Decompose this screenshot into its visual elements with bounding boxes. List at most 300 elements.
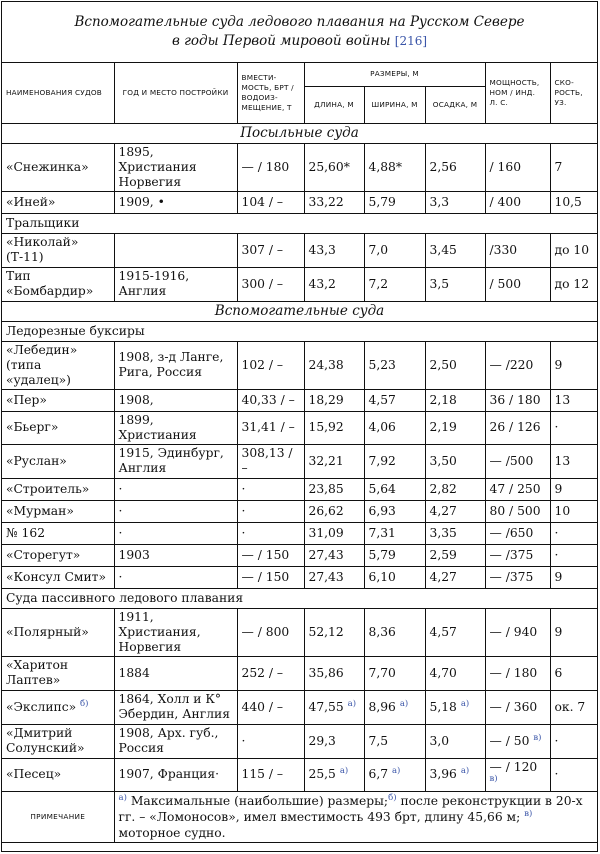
cell-capacity <box>237 267 304 301</box>
cell-draft <box>425 411 485 444</box>
cell-width <box>364 500 425 522</box>
cell-length <box>304 566 364 588</box>
cell-name <box>2 233 114 267</box>
cell-capacity <box>237 608 304 656</box>
cell-draft-text: 2,18 <box>429 392 457 407</box>
cell-power <box>485 758 550 791</box>
cell-capacity <box>237 478 304 500</box>
cell-power-text: 26 / 126 <box>489 420 541 434</box>
cell-capacity-text: 440 / – <box>241 699 284 714</box>
cell-built <box>114 389 237 411</box>
header-speed: СКО- РОСТЬ, УЗ. <box>550 63 597 123</box>
cell-capacity-text: 115 / – <box>241 767 284 781</box>
header-width: ШИРИНА, М <box>364 86 425 123</box>
cell-length-text: 18,29 <box>308 392 344 407</box>
cell-name-text: «Харитон Лаптев» <box>6 658 69 687</box>
cell-length-text: 43,3 <box>308 242 336 257</box>
cell-power <box>485 522 550 544</box>
cell-name <box>2 544 114 566</box>
cell-name <box>2 656 114 690</box>
group-row <box>2 123 597 143</box>
table-row <box>2 522 597 544</box>
cell-draft <box>425 341 485 389</box>
cell-length <box>304 143 364 191</box>
cell-name <box>2 690 114 724</box>
table-row <box>2 191 597 213</box>
cell-name <box>2 500 114 522</box>
table-row <box>2 143 597 191</box>
cell-length <box>304 522 364 544</box>
cell-speed-text: · <box>554 420 559 434</box>
cell-length-text: 27,43 <box>308 547 344 562</box>
cell-speed <box>550 267 597 301</box>
table-row <box>2 566 597 588</box>
cell-built-text: · <box>118 569 123 584</box>
cell-width <box>364 341 425 389</box>
group-row <box>2 213 597 233</box>
cell-capacity <box>237 724 304 758</box>
cell-speed-text: до 10 <box>554 242 590 257</box>
table-row <box>2 656 597 690</box>
title-line-2-text: в годы Первой мировой войны <box>171 33 391 49</box>
cell-power-text: 36 / 180 <box>489 392 541 407</box>
cell-width <box>364 444 425 478</box>
cell-power-text: — / 940 <box>489 624 538 639</box>
note-text-c: моторное судно. <box>118 825 226 840</box>
cell-width-text: 6,7 <box>368 767 389 781</box>
cell-name-text: «Песец» <box>6 767 62 781</box>
cell-draft-text: 2,59 <box>429 547 457 562</box>
cell-speed-text: · <box>554 525 559 540</box>
cell-length-text: 52,12 <box>308 624 344 639</box>
note-sup-c: в) <box>524 808 533 819</box>
table-row <box>2 690 597 724</box>
cell-draft-text: 2,50 <box>429 357 457 372</box>
cell-length <box>304 690 364 724</box>
cell-speed-text: 9 <box>554 624 563 639</box>
cell-width <box>364 267 425 301</box>
cell-length-text: 23,85 <box>308 481 344 496</box>
table-row <box>2 608 597 656</box>
header-power: МОЩНОСТЬ, НОМ / ИНД. Л. С. <box>485 63 550 123</box>
note-label: ПРИМЕЧАНИЕ <box>2 791 114 842</box>
cell-width-text: 5,64 <box>368 481 396 496</box>
group-label: Вспомогательные суда <box>2 301 597 321</box>
cell-power-text: — / 360 <box>489 699 538 714</box>
cell-built <box>114 191 237 213</box>
cell-width <box>364 522 425 544</box>
cell-capacity-text: — / 150 <box>241 569 290 584</box>
cell-length-text: 35,86 <box>308 665 344 680</box>
cell-length <box>304 233 364 267</box>
cell-speed <box>550 566 597 588</box>
cell-speed-text: · <box>554 547 559 562</box>
reference-link[interactable]: [216] <box>394 34 428 48</box>
cell-width-text: 7,0 <box>368 242 389 257</box>
table-row <box>2 233 597 267</box>
title-line-1: Вспомогательные суда ледового плавания на Русском Севере <box>74 14 525 30</box>
cell-width <box>364 143 425 191</box>
cell-built <box>114 544 237 566</box>
cell-capacity-text: 104 / – <box>241 194 284 209</box>
cell-power <box>485 566 550 588</box>
cell-length-text: 32,21 <box>308 453 344 468</box>
cell-capacity-text: 102 / – <box>241 357 284 372</box>
cell-built <box>114 341 237 389</box>
cell-capacity <box>237 444 304 478</box>
cell-speed <box>550 478 597 500</box>
cell-speed-text: 13 <box>554 392 571 407</box>
cell-draft <box>425 544 485 566</box>
cell-name <box>2 522 114 544</box>
cell-speed <box>550 389 597 411</box>
cell-power <box>485 341 550 389</box>
cell-name-text: № 162 <box>6 525 46 540</box>
cell-speed-text: 9 <box>554 357 563 372</box>
cell-power <box>485 478 550 500</box>
footnote-mark: б) <box>80 698 89 709</box>
cell-capacity-text: 252 / – <box>241 665 284 680</box>
cell-name-text: «Экслипс» <box>6 699 77 714</box>
cell-width <box>364 566 425 588</box>
cell-draft-text: 3,3 <box>429 194 450 209</box>
cell-power-text: — /375 <box>489 547 534 562</box>
cell-draft-text: 5,18 <box>429 699 457 714</box>
table-row <box>2 544 597 566</box>
cell-speed <box>550 191 597 213</box>
cell-width-text: 7,70 <box>368 665 396 680</box>
footnote-mark: а) <box>339 765 349 776</box>
cell-draft-text: 3,5 <box>429 276 450 291</box>
cell-width <box>364 656 425 690</box>
cell-built <box>114 758 237 791</box>
cell-width-text: 5,79 <box>368 194 396 209</box>
cell-built-text: · <box>118 503 123 518</box>
cell-draft-text: 3,45 <box>429 242 457 257</box>
cell-length <box>304 411 364 444</box>
cell-speed <box>550 233 597 267</box>
cell-capacity <box>237 522 304 544</box>
cell-speed <box>550 522 597 544</box>
cell-capacity <box>237 656 304 690</box>
cell-speed <box>550 143 597 191</box>
footnote-mark: а) <box>399 698 409 709</box>
table-row <box>2 758 597 791</box>
cell-name-text: «Пер» <box>6 392 47 407</box>
cell-width-text: 8,36 <box>368 624 396 639</box>
cell-width <box>364 608 425 656</box>
cell-built-text: 1903 <box>118 547 150 562</box>
cell-width-text: 6,10 <box>368 569 396 584</box>
cell-width-text: 4,57 <box>368 392 396 407</box>
cell-speed <box>550 411 597 444</box>
cell-draft <box>425 143 485 191</box>
cell-capacity-text: · <box>241 733 246 748</box>
cell-width <box>364 233 425 267</box>
group-label: Суда пассивного ледового плавания <box>2 588 597 608</box>
cell-width <box>364 389 425 411</box>
cell-capacity <box>237 566 304 588</box>
cell-power-text: — /220 <box>489 357 534 372</box>
cell-power <box>485 411 550 444</box>
cell-power <box>485 608 550 656</box>
table-title <box>2 2 597 63</box>
cell-speed-text: 9 <box>554 481 563 496</box>
ships-table <box>2 63 597 843</box>
cell-power-text: — /650 <box>489 525 534 540</box>
cell-width-text: 5,79 <box>368 547 396 562</box>
note-text-a: Максимальные (наибольшие) размеры; <box>130 793 389 808</box>
cell-length-text: 33,22 <box>308 194 344 209</box>
title-line-2 <box>172 32 427 51</box>
cell-speed-text: · <box>554 767 559 781</box>
footnote-mark: в) <box>489 773 498 784</box>
group-row <box>2 588 597 608</box>
cell-capacity <box>237 544 304 566</box>
cell-built-text: 1915, Эдинбург, Англия <box>118 446 224 475</box>
footnote-mark: а) <box>460 765 470 776</box>
cell-speed-text: 7 <box>554 159 563 174</box>
cell-capacity <box>237 758 304 791</box>
cell-draft-text: 2,19 <box>429 420 457 434</box>
cell-length <box>304 267 364 301</box>
cell-built <box>114 608 237 656</box>
cell-built-text: 1899, Христиания <box>118 412 197 442</box>
cell-built <box>114 478 237 500</box>
cell-draft-text: 2,56 <box>429 159 457 174</box>
footnote-mark: а) <box>347 698 357 709</box>
cell-capacity-text: 31,41 / – <box>241 420 295 434</box>
cell-power-text: /330 <box>489 242 518 257</box>
header-dimensions: РАЗМЕРЫ, М <box>304 63 485 86</box>
group-row <box>2 321 597 341</box>
cell-power-text: / 500 <box>489 276 522 291</box>
cell-name <box>2 389 114 411</box>
cell-draft <box>425 478 485 500</box>
cell-speed-text: 6 <box>554 665 563 680</box>
cell-name <box>2 724 114 758</box>
cell-length <box>304 444 364 478</box>
table-row <box>2 478 597 500</box>
cell-power <box>485 233 550 267</box>
cell-power-text: — /375 <box>489 569 534 584</box>
cell-built <box>114 411 237 444</box>
cell-power <box>485 544 550 566</box>
cell-power-text: / 400 <box>489 194 522 209</box>
cell-power-text: — / 180 <box>489 665 538 680</box>
cell-draft <box>425 233 485 267</box>
cell-built-text: 1895, Христиания Норвегия <box>118 144 197 189</box>
cell-name <box>2 608 114 656</box>
cell-draft-text: 2,82 <box>429 481 457 496</box>
cell-name-text: «Полярный» <box>6 624 89 639</box>
cell-length-text: 25,60* <box>308 159 350 174</box>
cell-built-text: 1915-1916, Англия <box>118 269 190 298</box>
cell-length <box>304 191 364 213</box>
cell-length <box>304 656 364 690</box>
cell-width-text: 4,06 <box>368 420 396 434</box>
cell-name-text: «Снежинка» <box>6 159 89 174</box>
cell-built-text: 1908, з-д Ланге, Рига, Россия <box>118 350 224 379</box>
cell-name-text: «Строитель» <box>6 481 90 496</box>
cell-draft <box>425 522 485 544</box>
cell-built-text: 1908, <box>118 392 154 407</box>
cell-width-text: 6,93 <box>368 503 396 518</box>
cell-width-text: 7,31 <box>368 525 396 540</box>
cell-name-text: Тип «Бомбардир» <box>6 269 94 298</box>
cell-width <box>364 411 425 444</box>
cell-built <box>114 566 237 588</box>
cell-speed-text: 9 <box>554 569 563 584</box>
cell-draft <box>425 389 485 411</box>
cell-draft <box>425 690 485 724</box>
cell-draft <box>425 500 485 522</box>
cell-built-text: · <box>118 525 123 540</box>
note-sup-b: б) <box>388 792 397 803</box>
cell-built-text: 1908, Арх. губ., Россия <box>118 726 219 755</box>
table-row <box>2 389 597 411</box>
cell-name <box>2 444 114 478</box>
table-body <box>2 123 597 791</box>
header-capacity: ВМЕСТИ- МОСТЬ, БРТ / ВОДОИЗ- МЕЩЕНИЕ, Т <box>237 63 304 123</box>
table-row <box>2 444 597 478</box>
cell-power <box>485 656 550 690</box>
cell-name-text: «Дмитрий Солунский» <box>6 726 85 755</box>
cell-name <box>2 143 114 191</box>
cell-width <box>364 690 425 724</box>
cell-width-text: 8,96 <box>368 699 396 714</box>
cell-capacity <box>237 411 304 444</box>
cell-length-text: 26,62 <box>308 503 344 518</box>
cell-length-text: 25,5 <box>308 767 336 781</box>
cell-built <box>114 233 237 267</box>
cell-built-text: 1909, • <box>118 194 165 209</box>
cell-length <box>304 608 364 656</box>
cell-width-text: 4,88* <box>368 159 403 174</box>
cell-built <box>114 267 237 301</box>
cell-width-text: 7,2 <box>368 276 389 291</box>
cell-capacity-text: · <box>241 481 246 496</box>
cell-speed-text: · <box>554 733 559 748</box>
cell-power <box>485 389 550 411</box>
cell-built-text: 1907, Франция· <box>118 767 219 781</box>
note-text-b: после реконструкции в 20-х гг. – «Ломоносов», имел вместимость 493 брт, длину 45,66 м; <box>118 793 583 824</box>
group-label: Тральщики <box>2 213 597 233</box>
cell-name-text: «Лебедин» (типа «удалец») <box>6 342 78 387</box>
cell-speed <box>550 544 597 566</box>
cell-speed <box>550 341 597 389</box>
group-label: Ледорезные буксиры <box>2 321 597 341</box>
cell-power <box>485 267 550 301</box>
cell-length-text: 27,43 <box>308 569 344 584</box>
cell-name-text: «Николай» (Т-11) <box>6 235 79 264</box>
cell-draft <box>425 656 485 690</box>
cell-length-text: 43,2 <box>308 276 336 291</box>
cell-power <box>485 444 550 478</box>
cell-name <box>2 191 114 213</box>
cell-name-text: «Иней» <box>6 194 56 209</box>
cell-speed <box>550 758 597 791</box>
cell-speed-text: до 12 <box>554 276 590 291</box>
cell-capacity <box>237 191 304 213</box>
cell-draft-text: 3,50 <box>429 453 457 468</box>
cell-capacity-text: 300 / – <box>241 276 284 291</box>
table-row <box>2 341 597 389</box>
cell-speed <box>550 690 597 724</box>
cell-draft-text: 3,96 <box>429 767 457 781</box>
cell-name <box>2 341 114 389</box>
cell-speed-text: 10,5 <box>554 194 582 209</box>
cell-speed <box>550 724 597 758</box>
cell-draft-text: 4,27 <box>429 569 457 584</box>
cell-power-text: — / 50 <box>489 733 530 748</box>
cell-length <box>304 500 364 522</box>
cell-width <box>364 478 425 500</box>
cell-speed <box>550 500 597 522</box>
cell-draft-text: 4,27 <box>429 503 457 518</box>
cell-width <box>364 544 425 566</box>
cell-capacity-text: 308,13 / – <box>241 446 293 475</box>
cell-length <box>304 478 364 500</box>
cell-capacity <box>237 233 304 267</box>
cell-draft <box>425 758 485 791</box>
cell-name-text: «Мурман» <box>6 503 74 518</box>
cell-length <box>304 389 364 411</box>
cell-length <box>304 341 364 389</box>
cell-capacity-text: — / 150 <box>241 547 290 562</box>
note-text <box>114 791 597 842</box>
cell-name <box>2 758 114 791</box>
cell-built <box>114 143 237 191</box>
cell-power <box>485 500 550 522</box>
note-sup-a: а) <box>118 792 127 803</box>
cell-length-text: 24,38 <box>308 357 344 372</box>
footnote-mark: в) <box>533 732 542 743</box>
cell-draft-text: 4,70 <box>429 665 457 680</box>
header-built: ГОД И МЕСТО ПОСТРОЙКИ <box>114 63 237 123</box>
cell-capacity-text: — / 800 <box>241 624 290 639</box>
group-label: Посыльные суда <box>2 123 597 143</box>
cell-capacity-text: 40,33 / – <box>241 392 295 407</box>
table-row <box>2 411 597 444</box>
cell-name-text: «Руслан» <box>6 453 67 468</box>
cell-capacity-text: · <box>241 525 246 540</box>
cell-name-text: «Консул Смит» <box>6 569 106 584</box>
cell-built <box>114 522 237 544</box>
cell-power-text: / 160 <box>489 159 522 174</box>
cell-speed <box>550 608 597 656</box>
cell-width <box>364 724 425 758</box>
cell-length <box>304 758 364 791</box>
cell-capacity <box>237 500 304 522</box>
cell-speed-text: 10 <box>554 503 571 518</box>
cell-speed-text: 13 <box>554 453 571 468</box>
cell-power <box>485 143 550 191</box>
cell-power-text: 47 / 250 <box>489 481 541 496</box>
cell-draft <box>425 724 485 758</box>
table-row <box>2 724 597 758</box>
cell-capacity <box>237 690 304 724</box>
cell-draft-text: 3,0 <box>429 733 450 748</box>
cell-length-text: 29,3 <box>308 733 336 748</box>
cell-name <box>2 411 114 444</box>
header-length: ДЛИНА, М <box>304 86 364 123</box>
cell-built-text: 1884 <box>118 665 150 680</box>
cell-speed-text: ок. 7 <box>554 699 586 714</box>
cell-draft <box>425 608 485 656</box>
cell-name-text: «Сторегут» <box>6 547 81 562</box>
footnote-mark: а) <box>391 765 401 776</box>
